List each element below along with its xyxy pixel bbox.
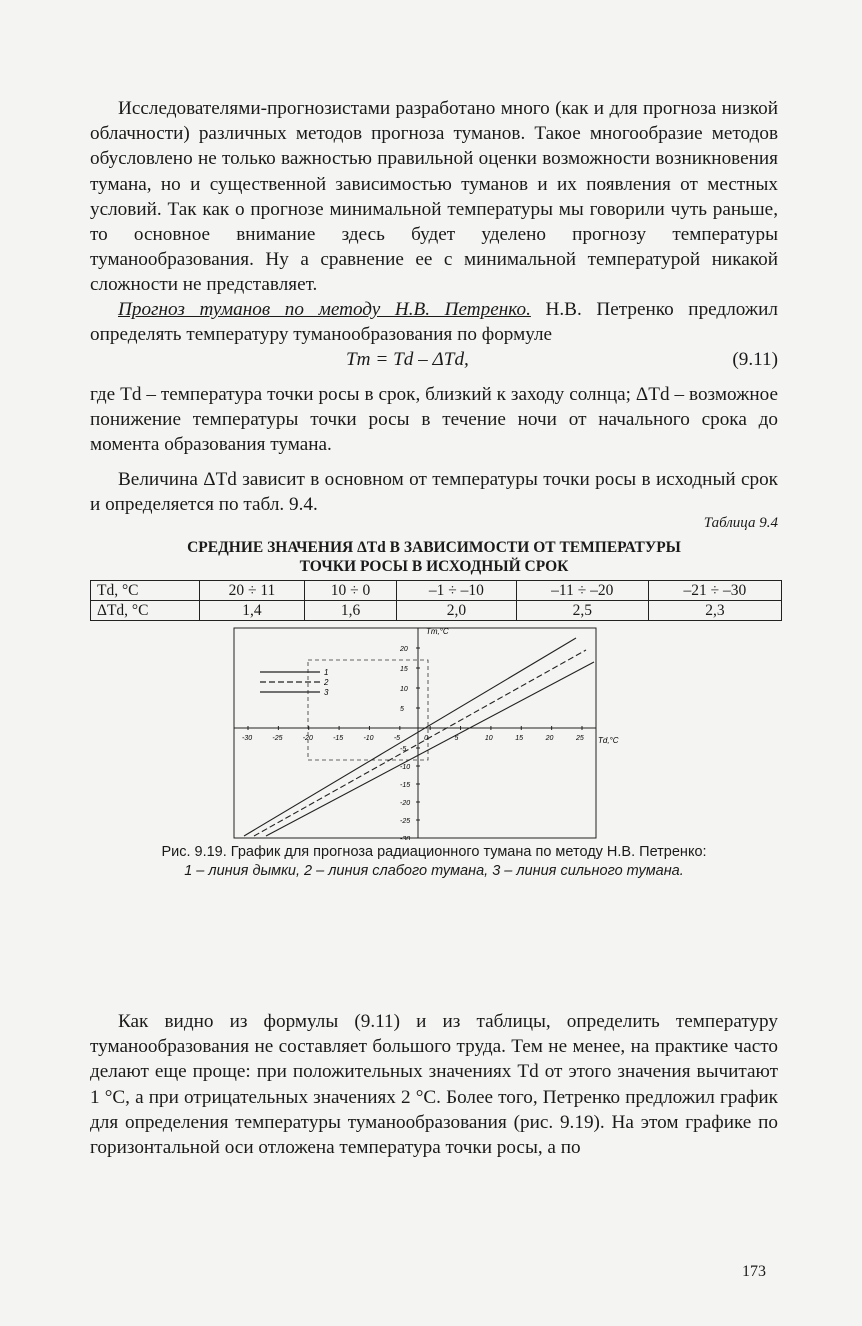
paragraph-petrenko [90, 297, 778, 347]
y-tick-label: -30 [400, 836, 411, 840]
table-cell: –21 ÷ –30 [648, 581, 781, 601]
x-tick-label: -5 [393, 735, 401, 742]
paragraph-definitions: где Td – температура точки росы в срок, близкий к заходу солнца; ΔTd – возможное понижение температуры точки росы в течение ночи от начального срока до момента образования тумана. [90, 384, 778, 456]
formula-9-11 [90, 349, 778, 375]
x-tick-label: -25 [272, 735, 283, 742]
table-cell: 2,0 [397, 601, 517, 621]
table-cell: Td, °C [91, 581, 200, 601]
paragraph-intro: Исследователями-прогнозистами разработано много (как и для прогноза низкой облачности) различных методов прогноза туманов. Такое многообразие методов обусловлено не только важностью правильной оценки возможности возникновения тумана, но и существенной зависимостью туманов и их появления от местных условий. Так как о прогнозе минимальной температуры мы говорили чуть раньше, то основное внимание здесь будет уделено прогнозу температуры туманообразования. Ну а сравнение ее с минимальной температурой никакой сложности не представляет. [90, 98, 778, 296]
figure-caption-line-1: Рис. 9.19. График для прогноза радиационного тумана по методу Н.В. Петренко: [161, 844, 707, 860]
y-tick-label: -5 [400, 746, 407, 753]
x-axis-label: Td,°C [598, 736, 619, 745]
x-tick-label: 10 [484, 735, 493, 742]
table-cell: 2,3 [648, 601, 781, 621]
y-tick-label: -20 [400, 800, 411, 807]
table-cell: –1 ÷ –10 [397, 581, 517, 601]
table-cell: –11 ÷ –20 [516, 581, 648, 601]
legend-label-1: 1 [324, 668, 329, 677]
x-tick-label: -10 [363, 735, 374, 742]
y-tick-label: 15 [400, 666, 408, 673]
section-heading: Прогноз туманов по методу Н.В. Петренко. [118, 299, 531, 320]
x-tick-label: 15 [515, 735, 524, 742]
table-cell: ΔTd, °C [91, 601, 200, 621]
y-tick-label: 20 [400, 646, 408, 653]
figure-caption [90, 843, 778, 881]
table-cell: 1,4 [200, 601, 305, 621]
graph-frame [234, 628, 596, 838]
formula-expression: Tт = Td – ΔTd, [346, 349, 469, 370]
table-title [90, 538, 778, 576]
x-tick-label: -15 [333, 735, 344, 742]
table-caption: Таблица 9.4 [703, 515, 778, 531]
y-tick-group [399, 646, 420, 840]
y-axis-label: Tт,°C [426, 627, 449, 636]
y-tick-label: 10 [400, 686, 408, 693]
legend-label-2: 2 [324, 678, 329, 687]
y-tick-label: -10 [400, 764, 411, 771]
x-tick-label: 0 [424, 735, 429, 742]
x-tick-label: -20 [302, 735, 313, 742]
formula-number: (9.11) [732, 349, 778, 370]
figure-graph [220, 600, 620, 840]
y-tick-label: -25 [400, 818, 411, 825]
table-title-line-1: СРЕДНИЕ ЗНАЧЕНИЯ ΔTd В ЗАВИСИМОСТИ ОТ ТЕМПЕРАТУРЫ [187, 539, 681, 556]
y-tick-label: -15 [400, 782, 411, 789]
x-tick-label: -30 [242, 735, 253, 742]
y-tick-label: 5 [400, 706, 404, 713]
table-cell: 2,5 [516, 601, 648, 621]
page-number: 173 [742, 1263, 766, 1280]
table-cell: 10 ÷ 0 [304, 581, 396, 601]
table-cell: 1,6 [304, 601, 396, 621]
line-2 [254, 650, 586, 836]
table-row-td [91, 581, 782, 601]
paragraph-delta: Величина ΔTd зависит в основном от температуры точки росы в исходный срок и определяется по табл. 9.4. [90, 469, 778, 516]
paragraph-conclusion: Как видно из формулы (9.11) и из таблицы, определить температуру туманообразования не составляет большого труда. Тем не менее, на практике часто делают еще проще: при положительных значениях Td от этого значения вычитают 1 °C, а при отрицательных значениях 2 °C. Более того, Петренко предложил график для определения температуры туманообразования (рис. 9.19). На этом графике по горизонтальной оси отложена температура точки росы, а по [90, 1011, 778, 1159]
table-title-line-2: ТОЧКИ РОСЫ В ИСХОДНЫЙ СРОК [299, 558, 569, 575]
x-tick-label: 5 [454, 735, 459, 742]
x-tick-label: 20 [545, 735, 554, 742]
table-cell: 20 ÷ 11 [200, 581, 305, 601]
figure-caption-line-2: 1 – линия дымки, 2 – линия слабого тумана, 3 – линия сильного тумана. [184, 863, 684, 879]
x-tick-label: 25 [576, 735, 584, 742]
legend-label-3: 3 [324, 688, 329, 697]
paragraph-petrenko-text: Н.В. Петренко предложил определять температуру туманообразования по формуле [90, 299, 778, 346]
line-3 [266, 662, 594, 836]
